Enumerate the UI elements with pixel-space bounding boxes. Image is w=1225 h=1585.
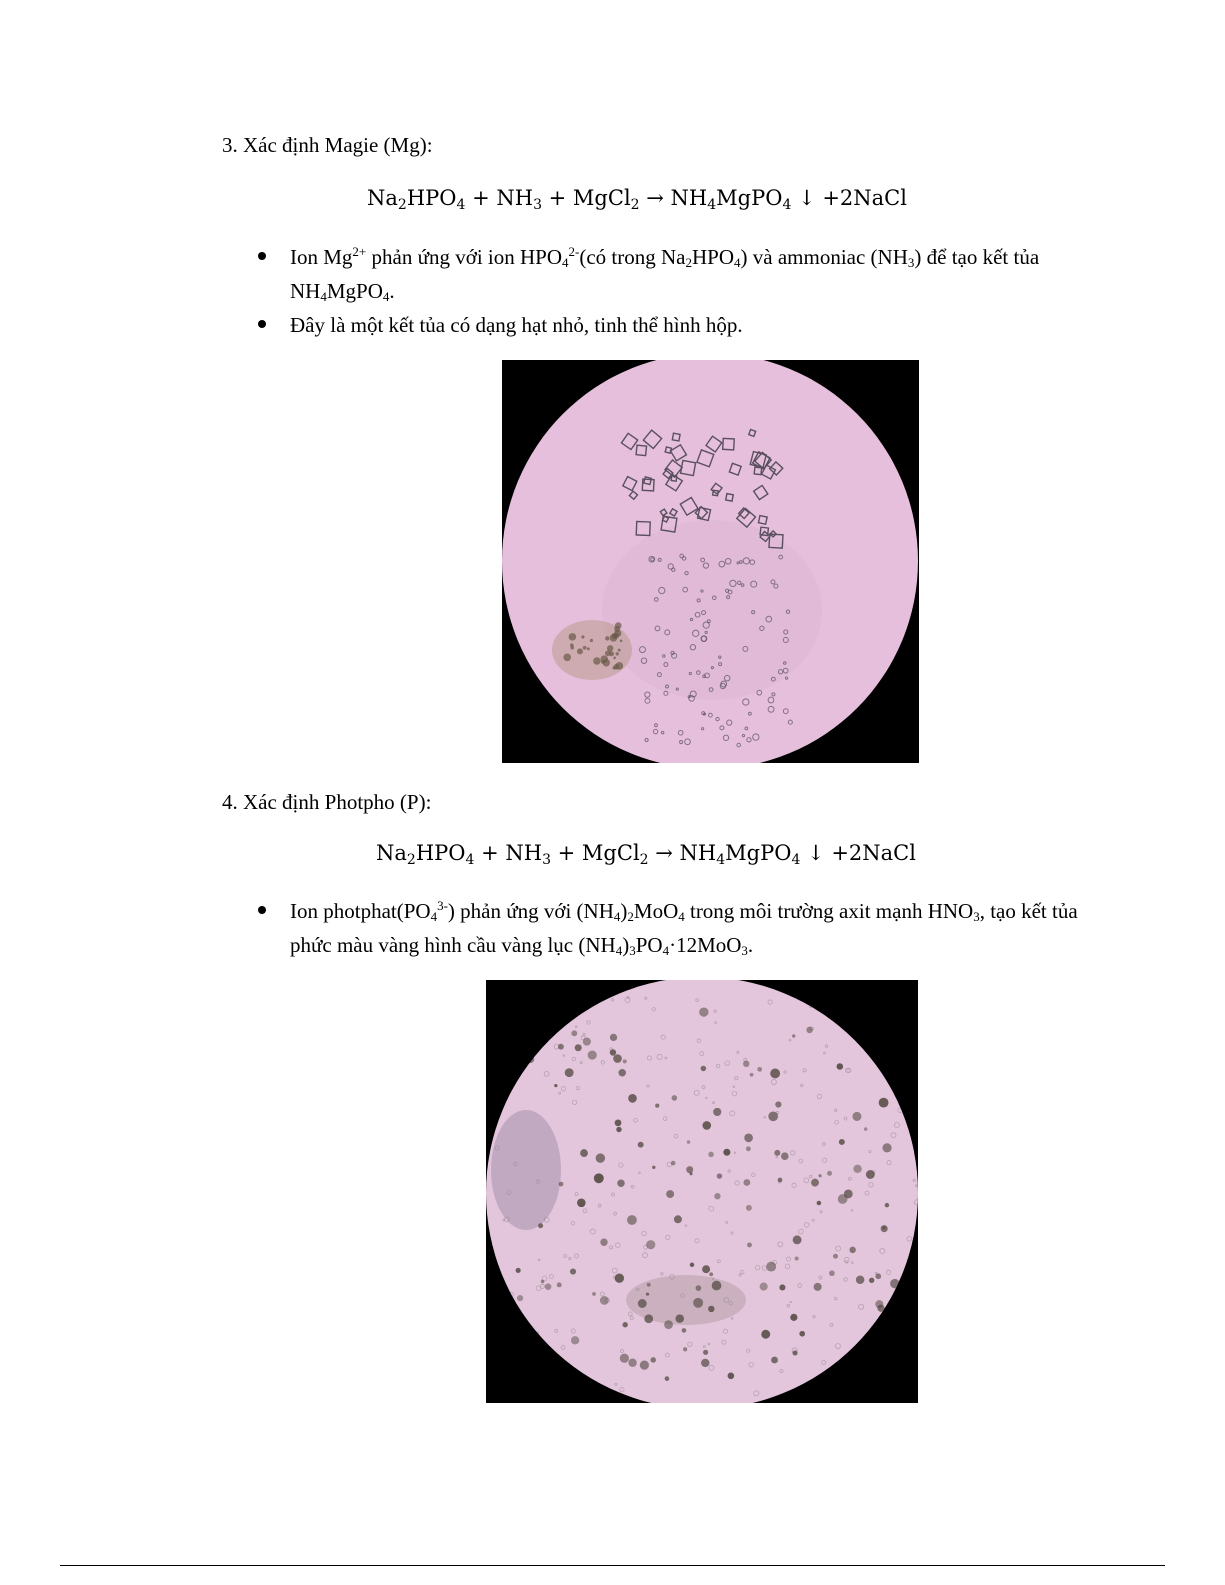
bullet-dot-icon (258, 252, 266, 260)
debris-mark (602, 659, 610, 667)
precipitate-mark (743, 1061, 749, 1067)
precipitate-mark (646, 1292, 649, 1295)
phosphomolybdate-precipitate-image (486, 980, 918, 1403)
precipitate-mark (723, 1149, 730, 1156)
precipitate-mark (866, 1170, 875, 1179)
debris-mark (612, 633, 618, 639)
precipitate-mark (712, 1281, 722, 1291)
precipitate-mark (690, 1263, 694, 1267)
precipitate-mark (864, 1127, 868, 1131)
precipitate-mark (588, 1050, 597, 1059)
precipitate-mark (774, 1150, 780, 1156)
precipitate-mark (575, 1044, 582, 1051)
precipitate-mark (714, 1193, 720, 1199)
debris-mark (577, 648, 583, 654)
precipitate-mark (600, 1239, 607, 1246)
phosphorus-bullet-reaction: Ion $photphat(PO_4^{3-})$ phản ứng với $(NH_4)_2MoO_4$ trong môi trường axit mạnh $HNO_3$, tạo kết tủa phức màu vàng hình cầu vàng lục $(NH_4)_3PO_4\cdot 12MoO_3$. (258, 894, 1078, 962)
precipitate-mark (699, 1007, 708, 1016)
precipitate-mark (655, 1103, 659, 1107)
precipitate-mark (689, 1172, 692, 1175)
debris-mark (587, 647, 590, 650)
magnesium-crystals-image (502, 360, 919, 763)
precipitate-mark (666, 1190, 674, 1198)
section-4-heading: 4. Xác định Photpho (P): (222, 790, 432, 814)
debris-mark (590, 639, 593, 642)
precipitate-mark (672, 1095, 678, 1101)
precipitate-mark (793, 1235, 802, 1244)
precipitate-mark (671, 1161, 676, 1166)
debris-mark (614, 626, 620, 632)
precipitate-mark (746, 1205, 752, 1211)
precipitate-mark (743, 1179, 750, 1186)
precipitate-mark (839, 1139, 845, 1145)
precipitate-mark (627, 1215, 637, 1225)
precipitate-mark (580, 1149, 588, 1157)
precipitate-mark (623, 1322, 628, 1327)
precipitate-mark (829, 1270, 835, 1276)
debris-mark (583, 646, 587, 650)
debris-mark (563, 653, 571, 661)
precipitate-mark (875, 1273, 881, 1279)
precipitate-mark (516, 1268, 521, 1273)
precipitate-mark (571, 1030, 577, 1036)
precipitate-mark (708, 1152, 713, 1157)
precipitate-mark (792, 1034, 795, 1037)
precipitate-mark (852, 1112, 861, 1121)
micrograph-phosphomolybdate-precipitate (486, 980, 918, 1403)
debris-mark (620, 639, 623, 642)
precipitate-mark (577, 1198, 586, 1207)
precipitate-mark (596, 1153, 605, 1162)
precipitate-mark (827, 1171, 832, 1176)
precipitate-mark (664, 1320, 673, 1329)
precipitate-mark (775, 1101, 781, 1107)
precipitate-mark (746, 1146, 751, 1151)
precipitate-mark (647, 1283, 651, 1287)
magnesium-bullet-description: Đây là một kết tủa có dạng hạt nhỏ, tinh thể hình hộp. (258, 308, 1078, 342)
magnesium-bullet-list (258, 240, 1078, 342)
precipitate-mark (652, 1166, 655, 1169)
precipitate-mark (517, 1295, 523, 1301)
precipitate-mark (885, 1203, 889, 1207)
precipitate-mark (853, 1165, 861, 1173)
precipitate-mark (838, 1194, 848, 1204)
precipitate-mark (713, 1108, 721, 1116)
magnesium-equation: $Na_2HPO_4 + NH_3$ + MgCl$_2$ → $NH_4MgPO_4$ ↓ +2NaCl (367, 186, 907, 213)
precipitate-mark (638, 1299, 647, 1308)
precipitate-mark (683, 1347, 687, 1351)
precipitate-mark (617, 1179, 624, 1186)
debris-mark (605, 636, 609, 640)
precipitate-mark (696, 1285, 702, 1291)
precipitate-mark (646, 1240, 655, 1249)
precipitate-mark (592, 1292, 596, 1296)
precipitate-mark (779, 1284, 785, 1290)
magnesium-bullet-reaction: Ion $Mg^{2+}$ phản ứng với ion $HPO_4^{2-}(có$ trong $Na_2HPO_4$) và ammoniac $(NH_3)$ để tạo kết tủa $NH_4MgPO_4$. (258, 240, 1078, 308)
precipitate-mark (640, 1361, 649, 1370)
precipitate-mark (717, 1173, 723, 1179)
precipitate-mark (682, 1328, 687, 1333)
precipitate-mark (541, 1280, 545, 1284)
precipitate-mark (817, 1201, 822, 1206)
precipitate-mark (554, 1084, 557, 1087)
precipitate-mark (538, 1223, 543, 1228)
precipitate-mark (616, 1127, 621, 1132)
precipitate-mark (811, 1179, 819, 1187)
precipitate-mark (837, 1063, 844, 1070)
precipitate-mark (571, 1336, 579, 1344)
precipitate-mark (620, 1354, 629, 1363)
precipitate-mark (708, 1306, 714, 1312)
debris-mark (570, 646, 574, 650)
precipitate-mark (702, 1121, 711, 1130)
footer-divider (60, 1565, 1165, 1566)
bullet-dot-icon (258, 320, 266, 328)
debris-mark (618, 649, 621, 652)
precipitate-mark (565, 1068, 574, 1077)
precipitate-mark (760, 1283, 768, 1291)
precipitate-mark (766, 1262, 776, 1272)
precipitate-mark (558, 1044, 564, 1050)
precipitate-mark (615, 1274, 624, 1283)
precipitate-mark (644, 1314, 653, 1323)
precipitate-mark (686, 1166, 693, 1173)
precipitate-mark (747, 1243, 752, 1248)
phosphorus-bullet-list (258, 894, 1078, 962)
precipitate-mark (781, 1152, 789, 1160)
section-3-heading: 3. Xác định Magie (Mg): (222, 133, 433, 157)
debris-mark (613, 657, 616, 660)
precipitate-mark (709, 1272, 713, 1276)
precipitate-mark (768, 1111, 778, 1121)
precipitate-mark (701, 1359, 709, 1367)
precipitate-mark (610, 1049, 616, 1055)
precipitate-mark (687, 1140, 691, 1144)
precipitate-mark (615, 1119, 622, 1126)
precipitate-mark (693, 1298, 703, 1308)
bullet-dot-icon (258, 906, 266, 914)
precipitate-mark (818, 1174, 821, 1177)
debris-mark (569, 633, 577, 641)
precipitate-mark (814, 1283, 822, 1291)
debris-mark (616, 662, 624, 670)
precipitate-mark (792, 1350, 797, 1355)
precipitate-mark (849, 1247, 855, 1253)
debris-mark (616, 652, 619, 655)
precipitate-mark (675, 1314, 684, 1323)
phosphorus-equation: $Na_2HPO_4 + NH_3$ + MgCl$_2$ → $NH_4MgPO_4$ ↓ +2NaCl (376, 841, 916, 868)
precipitate-mark (881, 1225, 888, 1232)
precipitate-mark (618, 1069, 625, 1076)
precipitate-mark (628, 1359, 636, 1367)
precipitate-mark (795, 1256, 799, 1260)
precipitate-mark (761, 1330, 770, 1339)
precipitate-mark (869, 1278, 874, 1283)
precipitate-mark (750, 1073, 754, 1077)
precipitate-mark (879, 1098, 889, 1108)
precipitate-mark (856, 1275, 865, 1284)
precipitate-mark (583, 1038, 591, 1046)
debris-mark (593, 657, 601, 665)
precipitate-mark (623, 1059, 627, 1063)
precipitate-mark (610, 1034, 617, 1041)
precipitate-mark (559, 1182, 564, 1187)
precipitate-mark (628, 1094, 637, 1103)
precipitate-mark (702, 1265, 710, 1273)
precipitate-mark (757, 1067, 762, 1072)
precipitate-mark (570, 1268, 576, 1274)
precipitate-mark (744, 1134, 753, 1143)
precipitate-mark (728, 1373, 735, 1380)
precipitate-mark (833, 1254, 838, 1259)
precipitate-mark (594, 1173, 604, 1183)
precipitate-mark (790, 1314, 797, 1321)
precipitate-mark (778, 1178, 783, 1183)
precipitate-mark (545, 1283, 552, 1290)
precipitate-mark (557, 1282, 562, 1287)
precipitate-mark (638, 1142, 644, 1148)
precipitate-mark (799, 1331, 805, 1337)
micrograph-magnesium-crystals (502, 360, 919, 763)
precipitate-mark (650, 1357, 656, 1363)
precipitate-mark (613, 1054, 622, 1063)
precipitate-mark (701, 1066, 707, 1072)
precipitate-mark (665, 1376, 670, 1381)
debris-mark (581, 635, 584, 638)
precipitate-mark (600, 1296, 609, 1305)
precipitate-mark (770, 1069, 780, 1079)
precipitate-mark (674, 1215, 682, 1223)
precipitate-mark (806, 1027, 813, 1034)
debris-mark (607, 645, 613, 651)
precipitate-mark (882, 1143, 891, 1152)
precipitate-mark (771, 1357, 778, 1364)
precipitate-mark (703, 1350, 708, 1355)
